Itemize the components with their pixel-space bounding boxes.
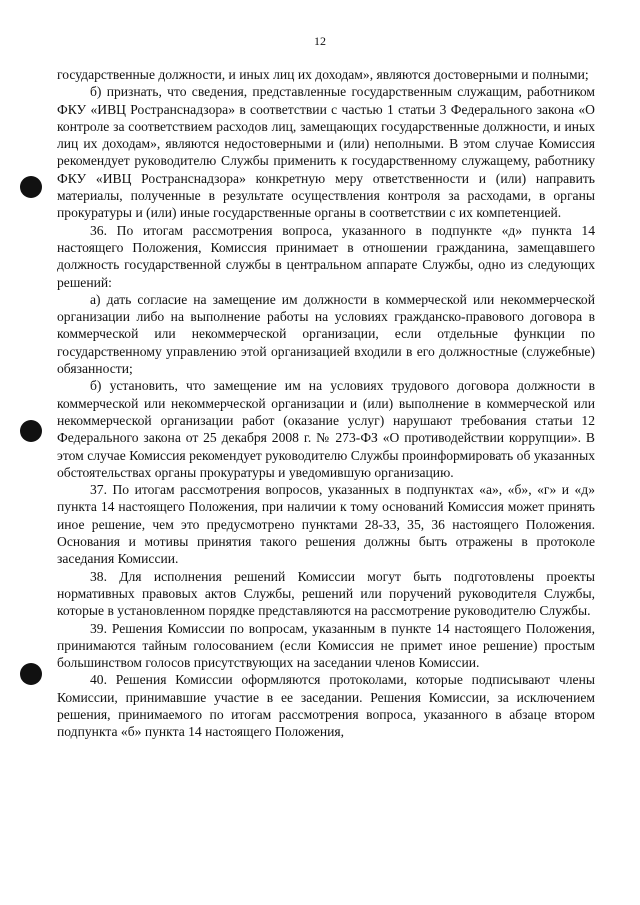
binder-hole-1: [20, 176, 42, 198]
page-number: 12: [314, 34, 326, 48]
paragraph-36a: а) дать согласие на замещение им должности в коммерческой или некоммерческой организации либо на выполнение работы на условиях гражданско-правового договора в коммерческой или некоммерческой организации, если отдельные функции по государственному управлению этой организацией входили в его должностные (служебные) обязанности;: [57, 291, 595, 377]
paragraph-36: 36. По итогам рассмотрения вопроса, указанного в подпункте «д» пункта 14 настоящего Положения, Комиссия принимает в отношении гражданина, замещавшего должность государственной службы в центральном аппарате Службы, одно из следующих решений:: [57, 222, 595, 290]
paragraph-37: 37. По итогам рассмотрения вопросов, указанных в подпунктах «а», «б», «г» и «д» пункта 14 настоящего Положения, при наличии к тому оснований Комиссия может принять иное решение, чем это предусмотрено пунктами 28-33, 35, 36 настоящего Положения. Основания и мотивы принятия такого решения должны быть отражены в протоколе заседания Комиссии.: [57, 482, 595, 567]
paragraph-39: 39. Решения Комиссии по вопросам, указанным в пункте 14 настоящего Положения, принимаются тайным голосованием (если Комиссия не примет иное решение) простым большинством голосов присутствующих на заседании членов Комиссии.: [57, 620, 595, 671]
paragraph-36b: б) установить, что замещение им на условиях трудового договора должности в коммерческой или некоммерческой организации и (или) выполнение в коммерческой или некоммерческой организации работ (оказание услуг) нарушают требования статьи 12 Федерального закона от 25 декабря 2008 г. № 273-ФЗ «О противодействии коррупции». В этом случае Комиссия рекомендует руководителю Службы проинформировать об указанных обстоятельствах органы прокуратуры и уведомившую организацию.: [57, 378, 595, 480]
binder-hole-2: [20, 420, 42, 442]
binder-hole-3: [20, 663, 42, 685]
paragraph-40: 40. Решения Комиссии оформляются протоколами, которые подписывают члены Комиссии, принимавшие участие в ее заседании. Решения Комиссии, за исключением решения, принимаемого по итогам рассмотрения вопроса, указанного в абзаце втором подпункта «б» пункта 14 настоящего Положения,: [57, 672, 595, 740]
paragraph-35b: б) признать, что сведения, представленные государственным служащим, работником ФКУ «ИВЦ Ространснадзора» в соответствии с частью 1 статьи 3 Федерального закона «О контроле за соответствием расходов лиц, замещающих государственные должности, и иных лиц их доходам», являются недостоверными и (или) неполными. В этом случае Комиссия рекомендует руководителю Службы применить к государственному служащему, работнику ФКУ «ИВЦ Ространснадзора» конкретную меру ответственности и (или) направить материалы, полученные в результате осуществления контроля за расходами, в органы прокуратуры и (или) иные государственные органы в соответствии с их компетенцией.: [57, 84, 595, 221]
paragraph-38: 38. Для исполнения решений Комиссии могут быть подготовлены проекты нормативных правовых актов Службы, решений или поручений руководителя Службы, которые в установленном порядке представляются на рассмотрение руководителю Службы.: [57, 568, 595, 619]
document-body: [57, 66, 595, 741]
paragraph-continuation: государственные должности, и иных лиц их доходам», являются достоверными и полными;: [57, 67, 589, 82]
